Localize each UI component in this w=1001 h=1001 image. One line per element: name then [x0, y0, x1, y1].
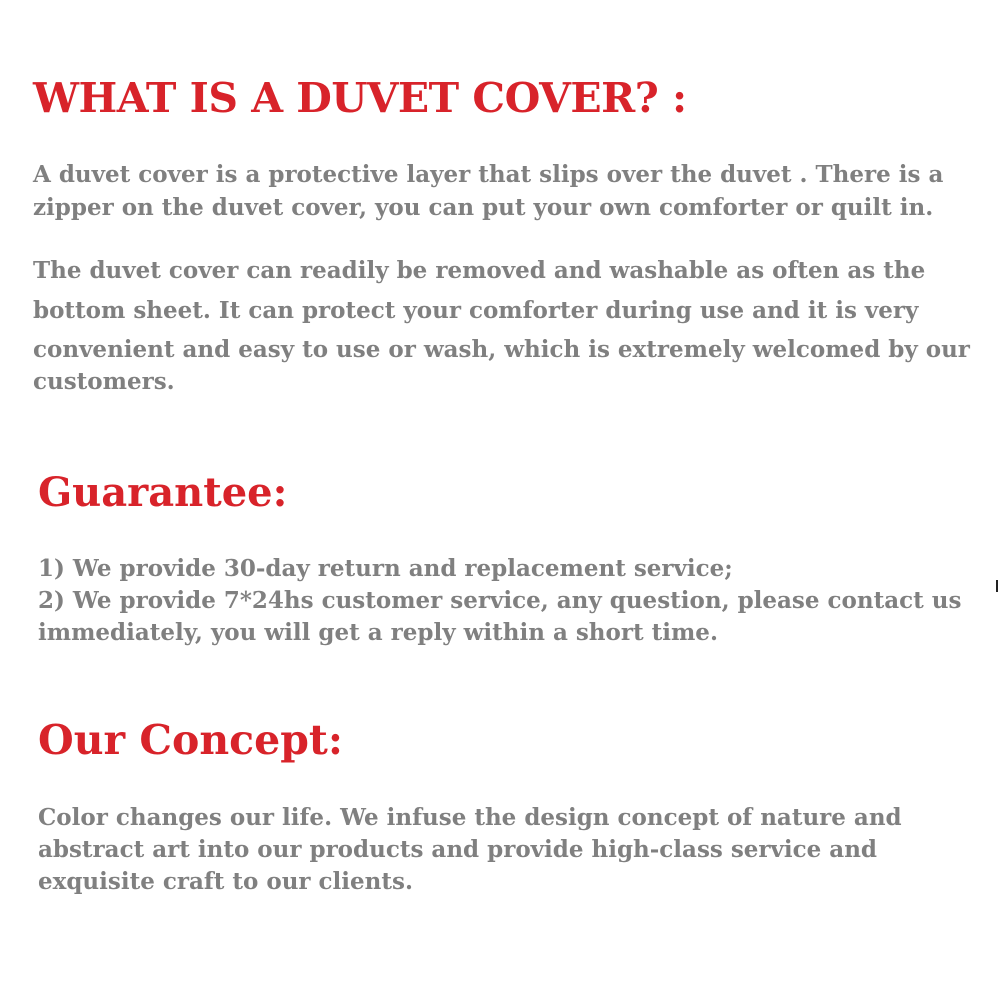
- guarantee-heading: Guarantee:: [38, 469, 288, 516]
- what-is-duvet-cover-line-3: The duvet cover can readily be removed and washable as often as the: [33, 257, 926, 284]
- what-is-duvet-cover-line-5: convenient and easy to use or wash, which is extremely welcomed by our: [33, 336, 970, 363]
- guarantee-line-1: 1) We provide 30-day return and replacement service;: [38, 555, 733, 582]
- edge-artifact: [996, 580, 998, 592]
- what-is-duvet-cover-line-1: A duvet cover is a protective layer that slips over the duvet . There is a: [33, 161, 944, 188]
- what-is-duvet-cover-line-2: zipper on the duvet cover, you can put your own comforter or quilt in.: [33, 194, 934, 221]
- guarantee-line-3: immediately, you will get a reply within a short time.: [38, 619, 718, 646]
- what-is-duvet-cover-heading: WHAT IS A DUVET COVER? :: [33, 74, 687, 122]
- our-concept-line-1: Color changes our life. We infuse the design concept of nature and: [38, 804, 902, 831]
- guarantee-line-2: 2) We provide 7*24hs customer service, any question, please contact us: [38, 587, 962, 614]
- what-is-duvet-cover-line-4: bottom sheet. It can protect your comforter during use and it is very: [33, 297, 919, 324]
- what-is-duvet-cover-line-6: customers.: [33, 368, 175, 395]
- our-concept-heading: Our Concept:: [38, 716, 343, 764]
- our-concept-line-3: exquisite craft to our clients.: [38, 868, 413, 895]
- our-concept-line-2: abstract art into our products and provide high-class service and: [38, 836, 878, 863]
